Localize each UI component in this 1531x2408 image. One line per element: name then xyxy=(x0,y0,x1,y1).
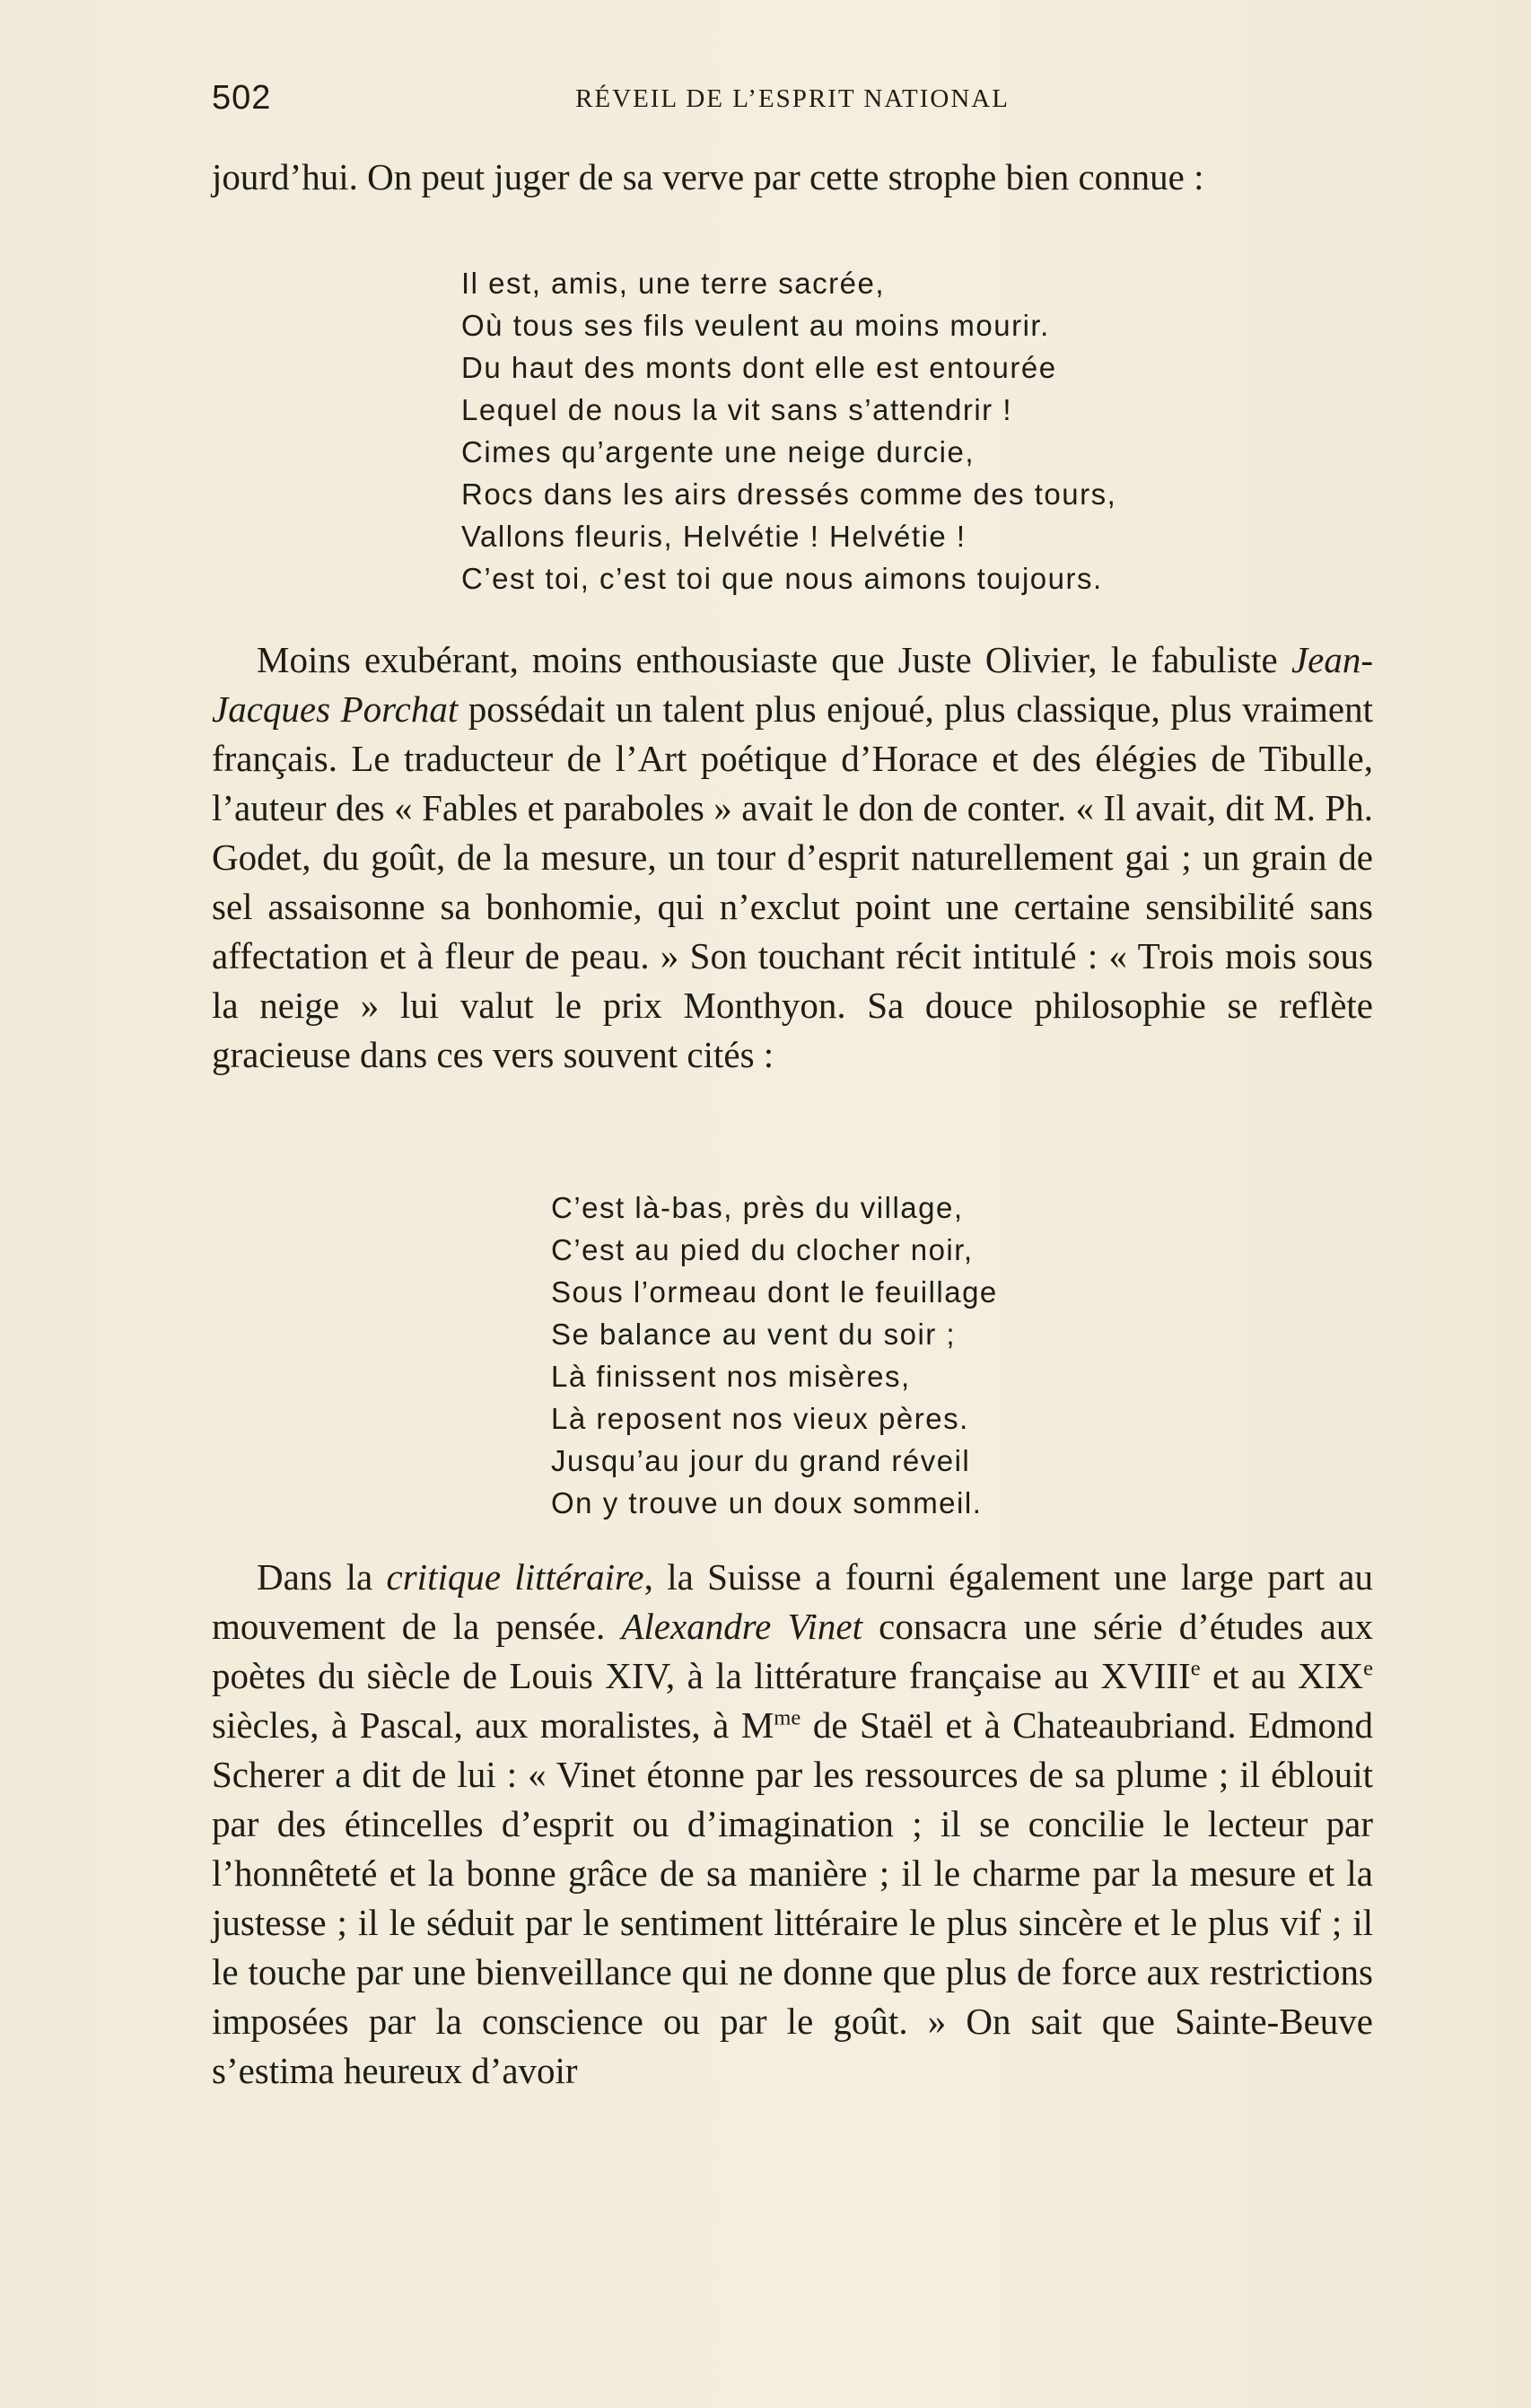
paragraph-porchat: Moins exubérant, moins enthousiaste que Juste Olivier, le fabuliste Jean-Jacques Porchat possédait un talent plus enjoué, plus classique, plus vraiment français. Le traducteur de l’Art poétique d’Horace et des élégies de Tibulle, l’auteur des « Fables et paraboles » avait le don de conter. « Il avait, dit M. Ph. Godet, du goût, de la mesure, un tour d’esprit naturellement gai ; un grain de sel assaisonne sa bonhomie, qui n’exclut point une certaine sensibilité sans affectation et à fleur de peau. » Son touchant récit intitulé : « Trois mois sous la neige » lui valut le prix Monthyon. Sa douce philosophie se reflète gracieuse dans ces vers souvent cités : xyxy=(212,639,1373,1075)
poem-village xyxy=(551,1186,998,1524)
poem-line: C’est au pied du clocher noir, xyxy=(551,1233,974,1266)
poem-line: Jusqu’au jour du grand réveil xyxy=(551,1444,971,1477)
poem-helvetie xyxy=(461,262,1116,600)
poem-line: Là reposent nos vieux pères. xyxy=(551,1402,969,1435)
poem-line: Du haut des monts dont elle est entourée xyxy=(461,351,1057,384)
poem-line: Il est, amis, une terre sacrée, xyxy=(461,267,886,300)
paragraph-intro-text: jourd’hui. On peut juger de sa verve par cette strophe bien connue : xyxy=(212,156,1204,197)
poem-line: C’est là-bas, près du village, xyxy=(551,1191,964,1224)
term-critique-litteraire: critique littéraire xyxy=(386,1556,644,1598)
poem-line: On y trouve un doux sommeil. xyxy=(551,1486,983,1519)
poem-line: Là finissent nos misères, xyxy=(551,1360,911,1393)
poem-line: Lequel de nous la vit sans s’attendrir ! xyxy=(461,393,1012,426)
person-name-porchat: Jean-Jacques Porchat xyxy=(212,639,1373,730)
poem-line: Se balance au vent du soir ; xyxy=(551,1318,957,1351)
paragraph-intro xyxy=(212,153,1373,202)
paragraph-vinet: Dans la critique littéraire, la Suisse a fourni également une large part au mouvement de la pensée. Alexandre Vinet consacra une série d’études aux poètes du siècle de Louis XIV, à la littérature française au XVIIIe et au XIXe siècles, à Pascal, aux moralistes, à $M^{me}$ de Staël et à Chateaubriand. Edmond Scherer a dit de lui : « Vinet étonne par les ressources de sa plume ; il éblouit par des étincelles d’esprit ou d’imagination ; il se concilie le lecteur par l’honnêteté et la bonne grâce de sa manière ; il le charme par la mesure et la justesse ; il le séduit par le sentiment littéraire le plus sincère et le plus vif ; il le touche par une bienveillance qui ne donne que plus de force aux restrictions imposées par la conscience ou par le goût. » On sait que Sainte-Beuve s’estima heureux d’avoir xyxy=(212,1556,1374,2091)
page-header xyxy=(212,79,1373,124)
poem-line: Vallons fleuris, Helvétie ! Helvétie ! xyxy=(461,520,967,553)
poem-line: Cimes qu’argente une neige durcie, xyxy=(461,435,975,468)
poem-line: C’est toi, c’est toi que nous aimons toujours. xyxy=(461,562,1103,595)
poem-line: Sous l’ormeau dont le feuillage xyxy=(551,1275,998,1309)
page-number: 502 xyxy=(212,79,272,117)
person-name-vinet: Alexandre Vinet xyxy=(621,1606,862,1647)
poem-line: Où tous ses fils veulent au moins mourir. xyxy=(461,309,1050,342)
poem-line: Rocs dans les airs dressés comme des tours, xyxy=(461,477,1117,511)
running-title: RÉVEIL DE L’ESPRIT NATIONAL xyxy=(575,84,1010,113)
